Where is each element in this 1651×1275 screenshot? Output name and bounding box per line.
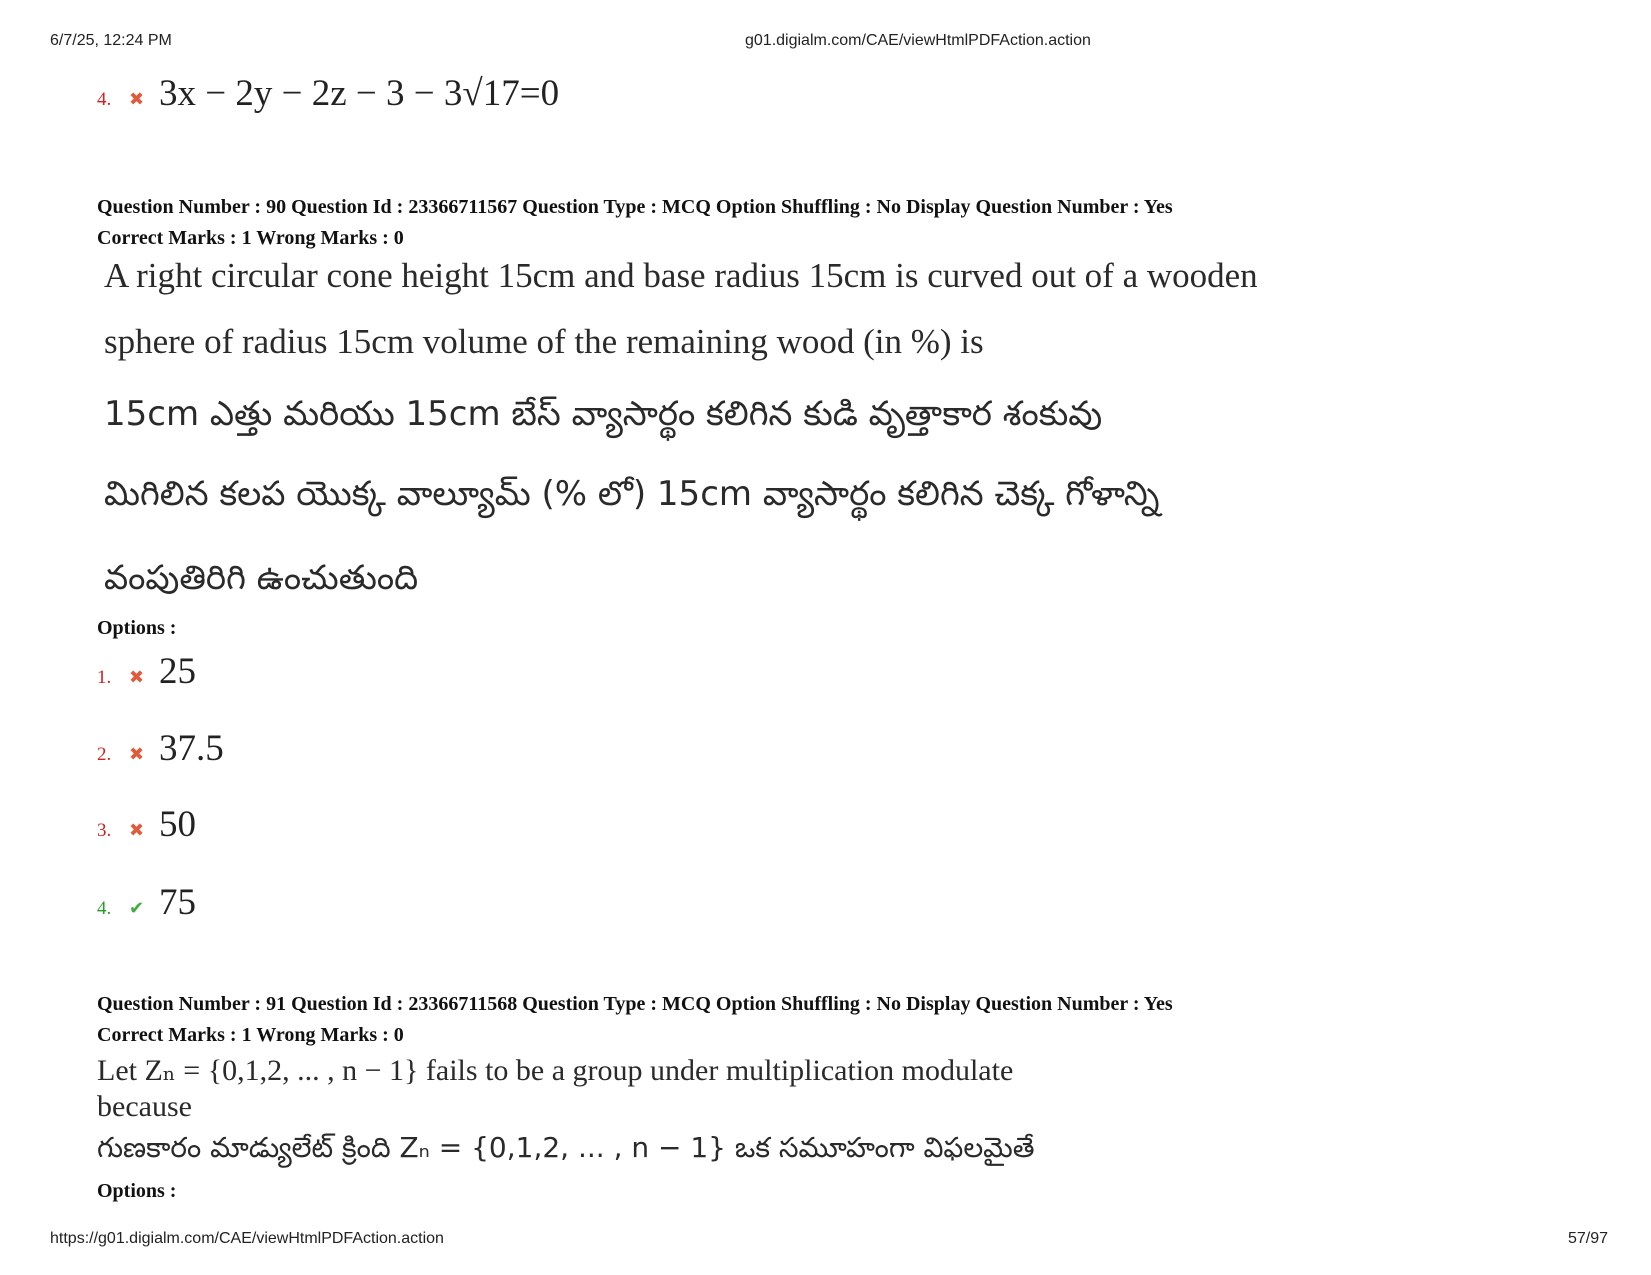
- option-equation: 3x − 2y − 2z − 3 − 3√17=0: [159, 73, 560, 114]
- q90-options-label: Options :: [97, 617, 177, 639]
- option-number: 1.: [97, 667, 112, 688]
- q91-marks: Correct Marks : 1 Wrong Marks : 0: [97, 1024, 404, 1046]
- print-url-title: g01.digialm.com/CAE/viewHtmlPDFAction.action: [745, 32, 1091, 49]
- q90-text-te-2: మిగిలిన కలప యొక్క వాల్యూమ్ (% లో) 15cm వ్యాసార్థం కలిగిన చెక్క గోళాన్ని: [104, 474, 1160, 514]
- q90-meta: Question Number : 90 Question Id : 23366711567 Question Type : MCQ Option Shuffling : No Display Question Number : Yes: [97, 196, 1173, 218]
- wrong-mark-icon: ✖: [129, 89, 145, 109]
- q91-meta: Question Number : 91 Question Id : 23366711568 Question Type : MCQ Option Shuffling : No Display Question Number : Yes: [97, 993, 1173, 1015]
- q91-options-label: Options :: [97, 1180, 177, 1202]
- q90-text-te-3: వంపుతిరిగి ఉంచుతుంది: [104, 558, 419, 598]
- wrong-mark-icon: ✖: [129, 744, 145, 764]
- correct-check-icon: ✔: [129, 898, 145, 918]
- option-value: 37.5: [159, 728, 224, 769]
- option-value: 50: [159, 804, 196, 845]
- prev-option-4: [97, 72, 559, 115]
- q90-text-en-2: sphere of radius 15cm volume of the remaining wood (in %) is: [104, 322, 984, 361]
- option-value: 75: [159, 882, 196, 923]
- wrong-mark-icon: ✖: [129, 820, 145, 840]
- q91-text-te-1: గుణకారం మాడ్యులేట్ క్రింది Zₙ = {0,1,2, ... , n − 1} ఒక సమూహంగా విఫలమైతే: [97, 1131, 1035, 1164]
- q90-text-te-1: 15cm ఎత్తు మరియు 15cm బేస్ వ్యాసార్థం కలిగిన కుడి వృత్తాకార శంకువు: [104, 394, 1103, 434]
- option-value: 25: [159, 651, 196, 692]
- q91-text-en-1: Let Zₙ = {0,1,2, ... , n − 1} fails to be a group under multiplication modulate: [97, 1054, 1014, 1087]
- option-number: 3.: [97, 820, 112, 841]
- print-footer-url: https://g01.digialm.com/CAE/viewHtmlPDFAction.action: [50, 1230, 444, 1247]
- print-datetime: 6/7/25, 12:24 PM: [50, 32, 172, 49]
- q90-text-en-1: A right circular cone height 15cm and base radius 15cm is curved out of a wooden: [104, 256, 1258, 295]
- print-page-number: 57/97: [1568, 1230, 1609, 1247]
- wrong-mark-icon: ✖: [129, 667, 145, 687]
- option-number: 2.: [97, 744, 112, 765]
- q90-option-4: [97, 881, 196, 924]
- option-number: 4.: [97, 89, 112, 110]
- q91-text-en-2: because: [97, 1090, 192, 1123]
- q90-option-3: [97, 803, 196, 846]
- q90-marks: Correct Marks : 1 Wrong Marks : 0: [97, 227, 404, 249]
- option-number: 4.: [97, 898, 112, 919]
- q90-option-2: [97, 727, 224, 770]
- q90-option-1: [97, 650, 196, 693]
